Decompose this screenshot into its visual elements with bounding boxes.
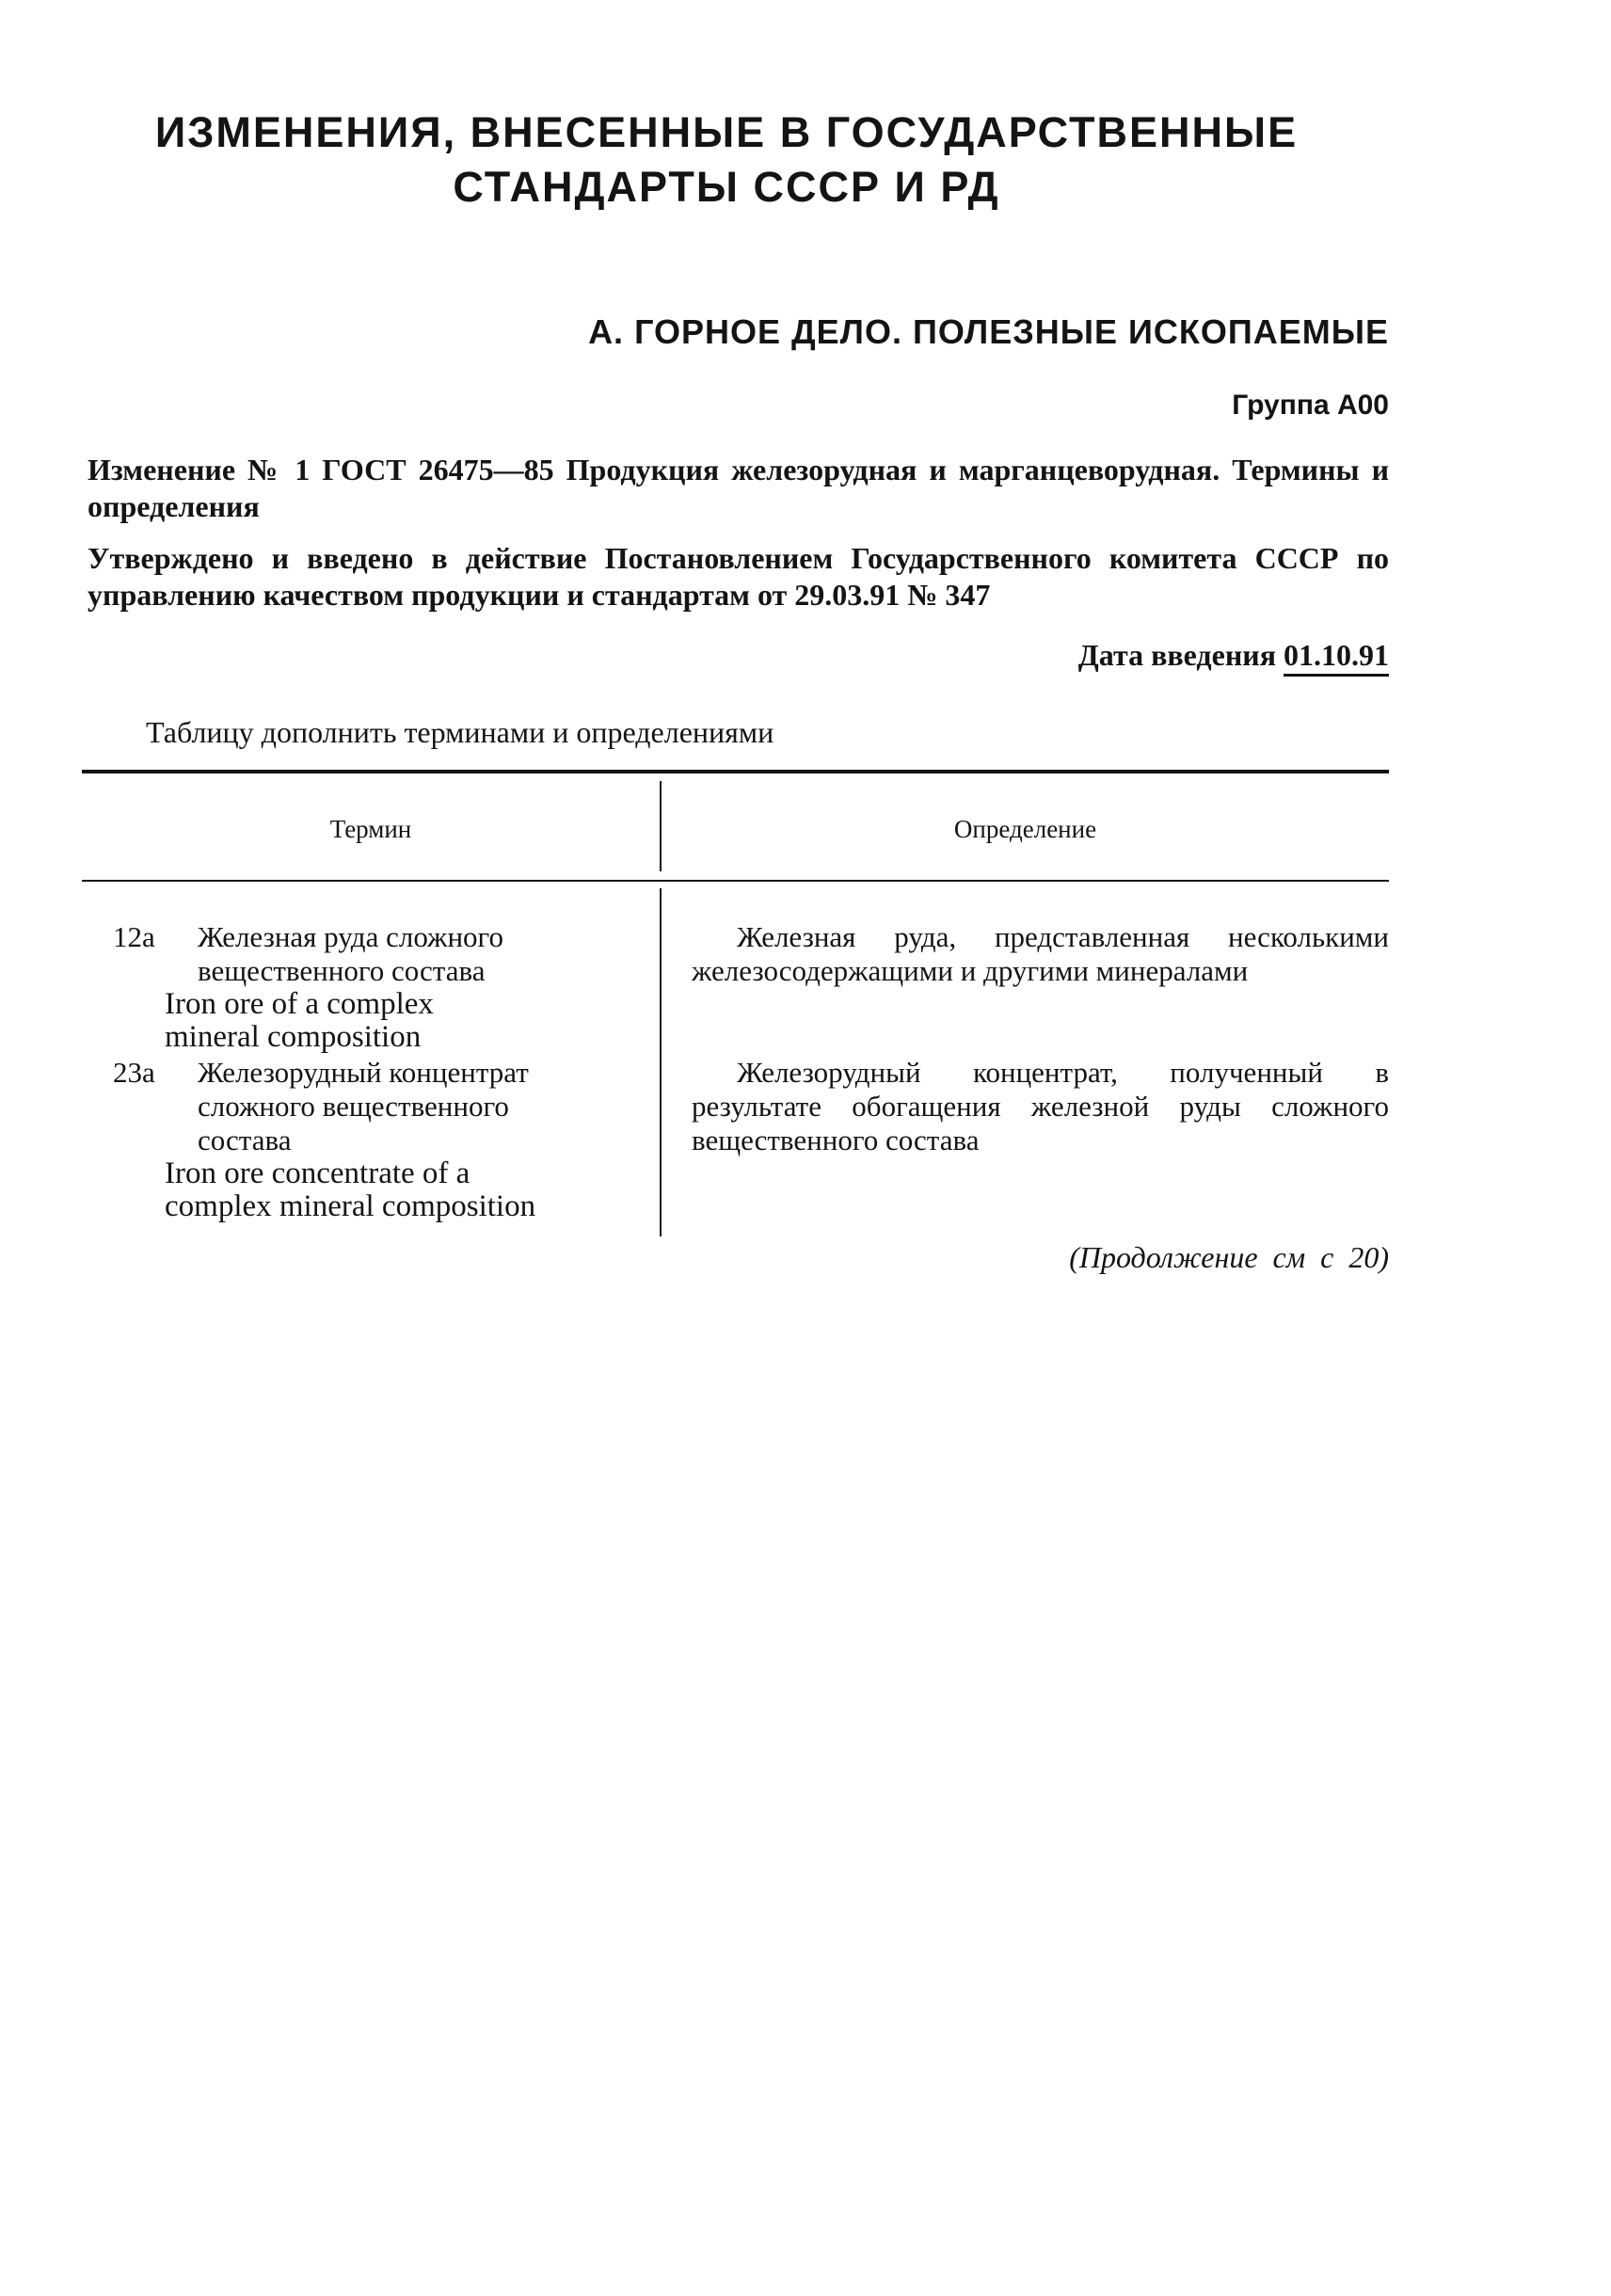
table-intro: Таблицу дополнить терминами и определениями [146, 715, 774, 749]
term-russian: Железорудный концентрат [198, 1056, 529, 1089]
intro-date-value: 01.10.91 [1284, 638, 1389, 677]
column-header-term: Термин [329, 815, 412, 843]
document-title [141, 105, 1312, 215]
term-ru-line [113, 920, 630, 954]
term-ru-line [113, 1090, 630, 1124]
term-english: Iron ore of a complex [165, 987, 434, 1021]
title-line-1: ИЗМЕНЕНИЯ, ВНЕСЕННЫЕ В ГОСУДАРСТВЕННЫЕ [154, 108, 1299, 156]
table-header-rule [82, 880, 1389, 882]
table-row-definition: Железная руда, представленная несколькими железосодержащими и другими минералами [692, 920, 1389, 987]
body-column-divider [660, 888, 662, 1236]
table-top-rule [82, 770, 1389, 773]
term-number: 12а [113, 920, 155, 953]
amendment-title: Изменение № 1 ГОСТ 26475—85 Продукция железорудная и марганцеворудная. Термины и определения [88, 453, 1389, 523]
group-label: Группа А00 [1232, 390, 1389, 421]
section-heading: А. ГОРНОЕ ДЕЛО. ПОЛЕЗНЫЕ ИСКОПАЕМЫЕ [588, 312, 1389, 351]
term-english: Iron ore concentrate of a [165, 1156, 471, 1190]
table-row-definition: Железорудный концентрат, полученный в результате обогащения железной руды сложного вещественного состава [692, 1056, 1389, 1156]
term-russian: вещественного состава [198, 954, 486, 987]
title-line-2: СТАНДАРТЫ СССР И РД [453, 163, 1000, 211]
table-row-term [113, 1056, 630, 1223]
term-english: mineral composition [165, 1020, 422, 1054]
term-russian: состава [198, 1124, 292, 1156]
introduction-date [1078, 638, 1389, 673]
intro-date-label: Дата введения [1077, 638, 1276, 672]
term-russian: Железная руда сложного [198, 920, 504, 953]
approval-statement: Утверждено и введено в действие Постановлением Государственного комитета СССР по управлению качеством продукции и стандартам от 29.03.91 № 347 [88, 541, 1389, 612]
term-russian: сложного вещественного [198, 1090, 509, 1123]
table-row-term [113, 920, 630, 1054]
term-ru-line [113, 1124, 630, 1157]
term-ru-line [113, 1056, 630, 1090]
term-english: complex mineral composition [165, 1189, 536, 1223]
column-header-definition: Определение [953, 815, 1097, 843]
continuation-note: (Продолжение см с 20) [1069, 1240, 1389, 1274]
term-number: 23а [113, 1056, 155, 1089]
term-ru-line [113, 954, 630, 988]
